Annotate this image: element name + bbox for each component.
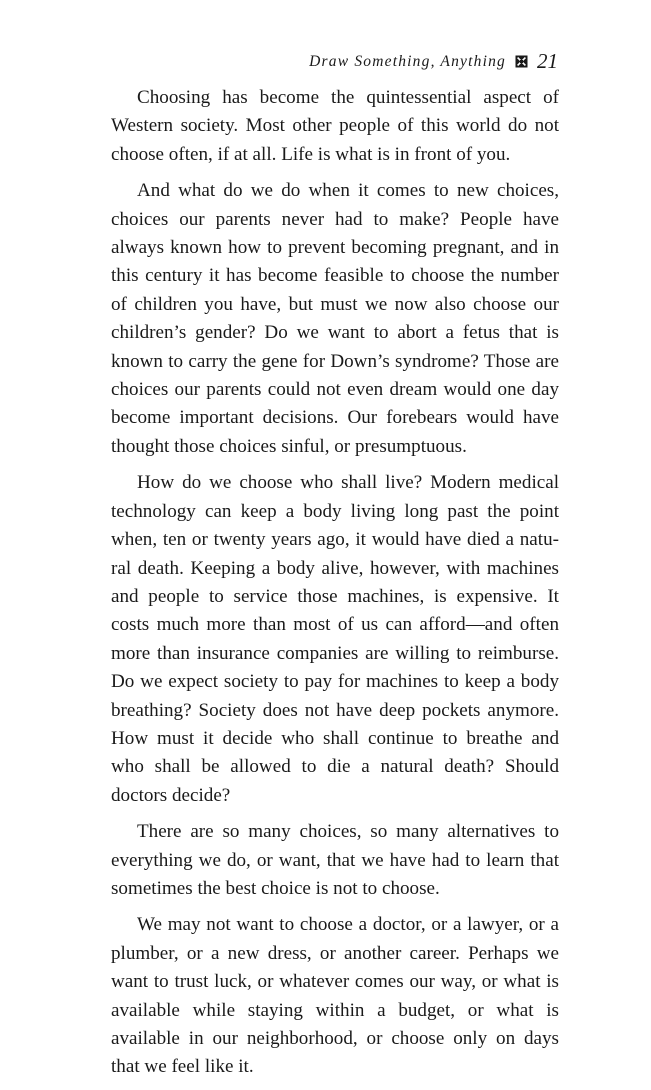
paragraph-5: We may not want to choose a doctor, or a lawyer, or a plumber, or a new dress, or another career. Perhaps we want to trust luck, or whatever comes our way, or what is available while staying within a budget, or what is available in our neighborhood, or choose only on days that we feel like it. — [111, 914, 559, 1078]
body-text — [111, 84, 559, 1090]
paragraph-1: Choosing has become the quintessential aspect of Western society. Most other people of this world do not choose often, if at all. Life is what is in front of you. — [111, 87, 559, 165]
paragraph-2: And what do we do when it comes to new choices, choices our parents never had to make? People have always known how to prevent becoming pregnant, and in this century it has become feasible to choose the number of children you have, but must we now also choose our children’s gender? Do we want to abort a fetus that is known to carry the gene for Down’s syndrome? Those are choices our parents could not even dream would one day become important decisions. Our forebears would have thought those choices sinful, or presumptuous. — [111, 180, 559, 457]
running-head-title: Draw Something, Anything — [309, 52, 506, 70]
page-number: 21 — [537, 49, 558, 73]
paragraph-4: There are so many choices, so many alternatives to everything we do, or want, that we have had to learn that sometimes the best choice is not to choose. — [111, 821, 559, 899]
paragraph-3: How do we choose who shall live? Modern medical technology can keep a body living long past the point when, ten or twenty years ago, it would have died a natural death. Keeping a body alive, however, with machines and people to service those machines, is expensive. It costs much more than most of us can afford—and often more than insurance companies are willing to reimburse. Do we expect society to pay for machines to keep a body breathing? Society does not have deep pockets anymore. How must it decide who shall continue to breathe and who shall be allowed to die a natural death? Should doctors decide? — [111, 472, 559, 806]
running-head — [309, 49, 558, 74]
boxed-x-ornament-icon — [515, 55, 528, 68]
